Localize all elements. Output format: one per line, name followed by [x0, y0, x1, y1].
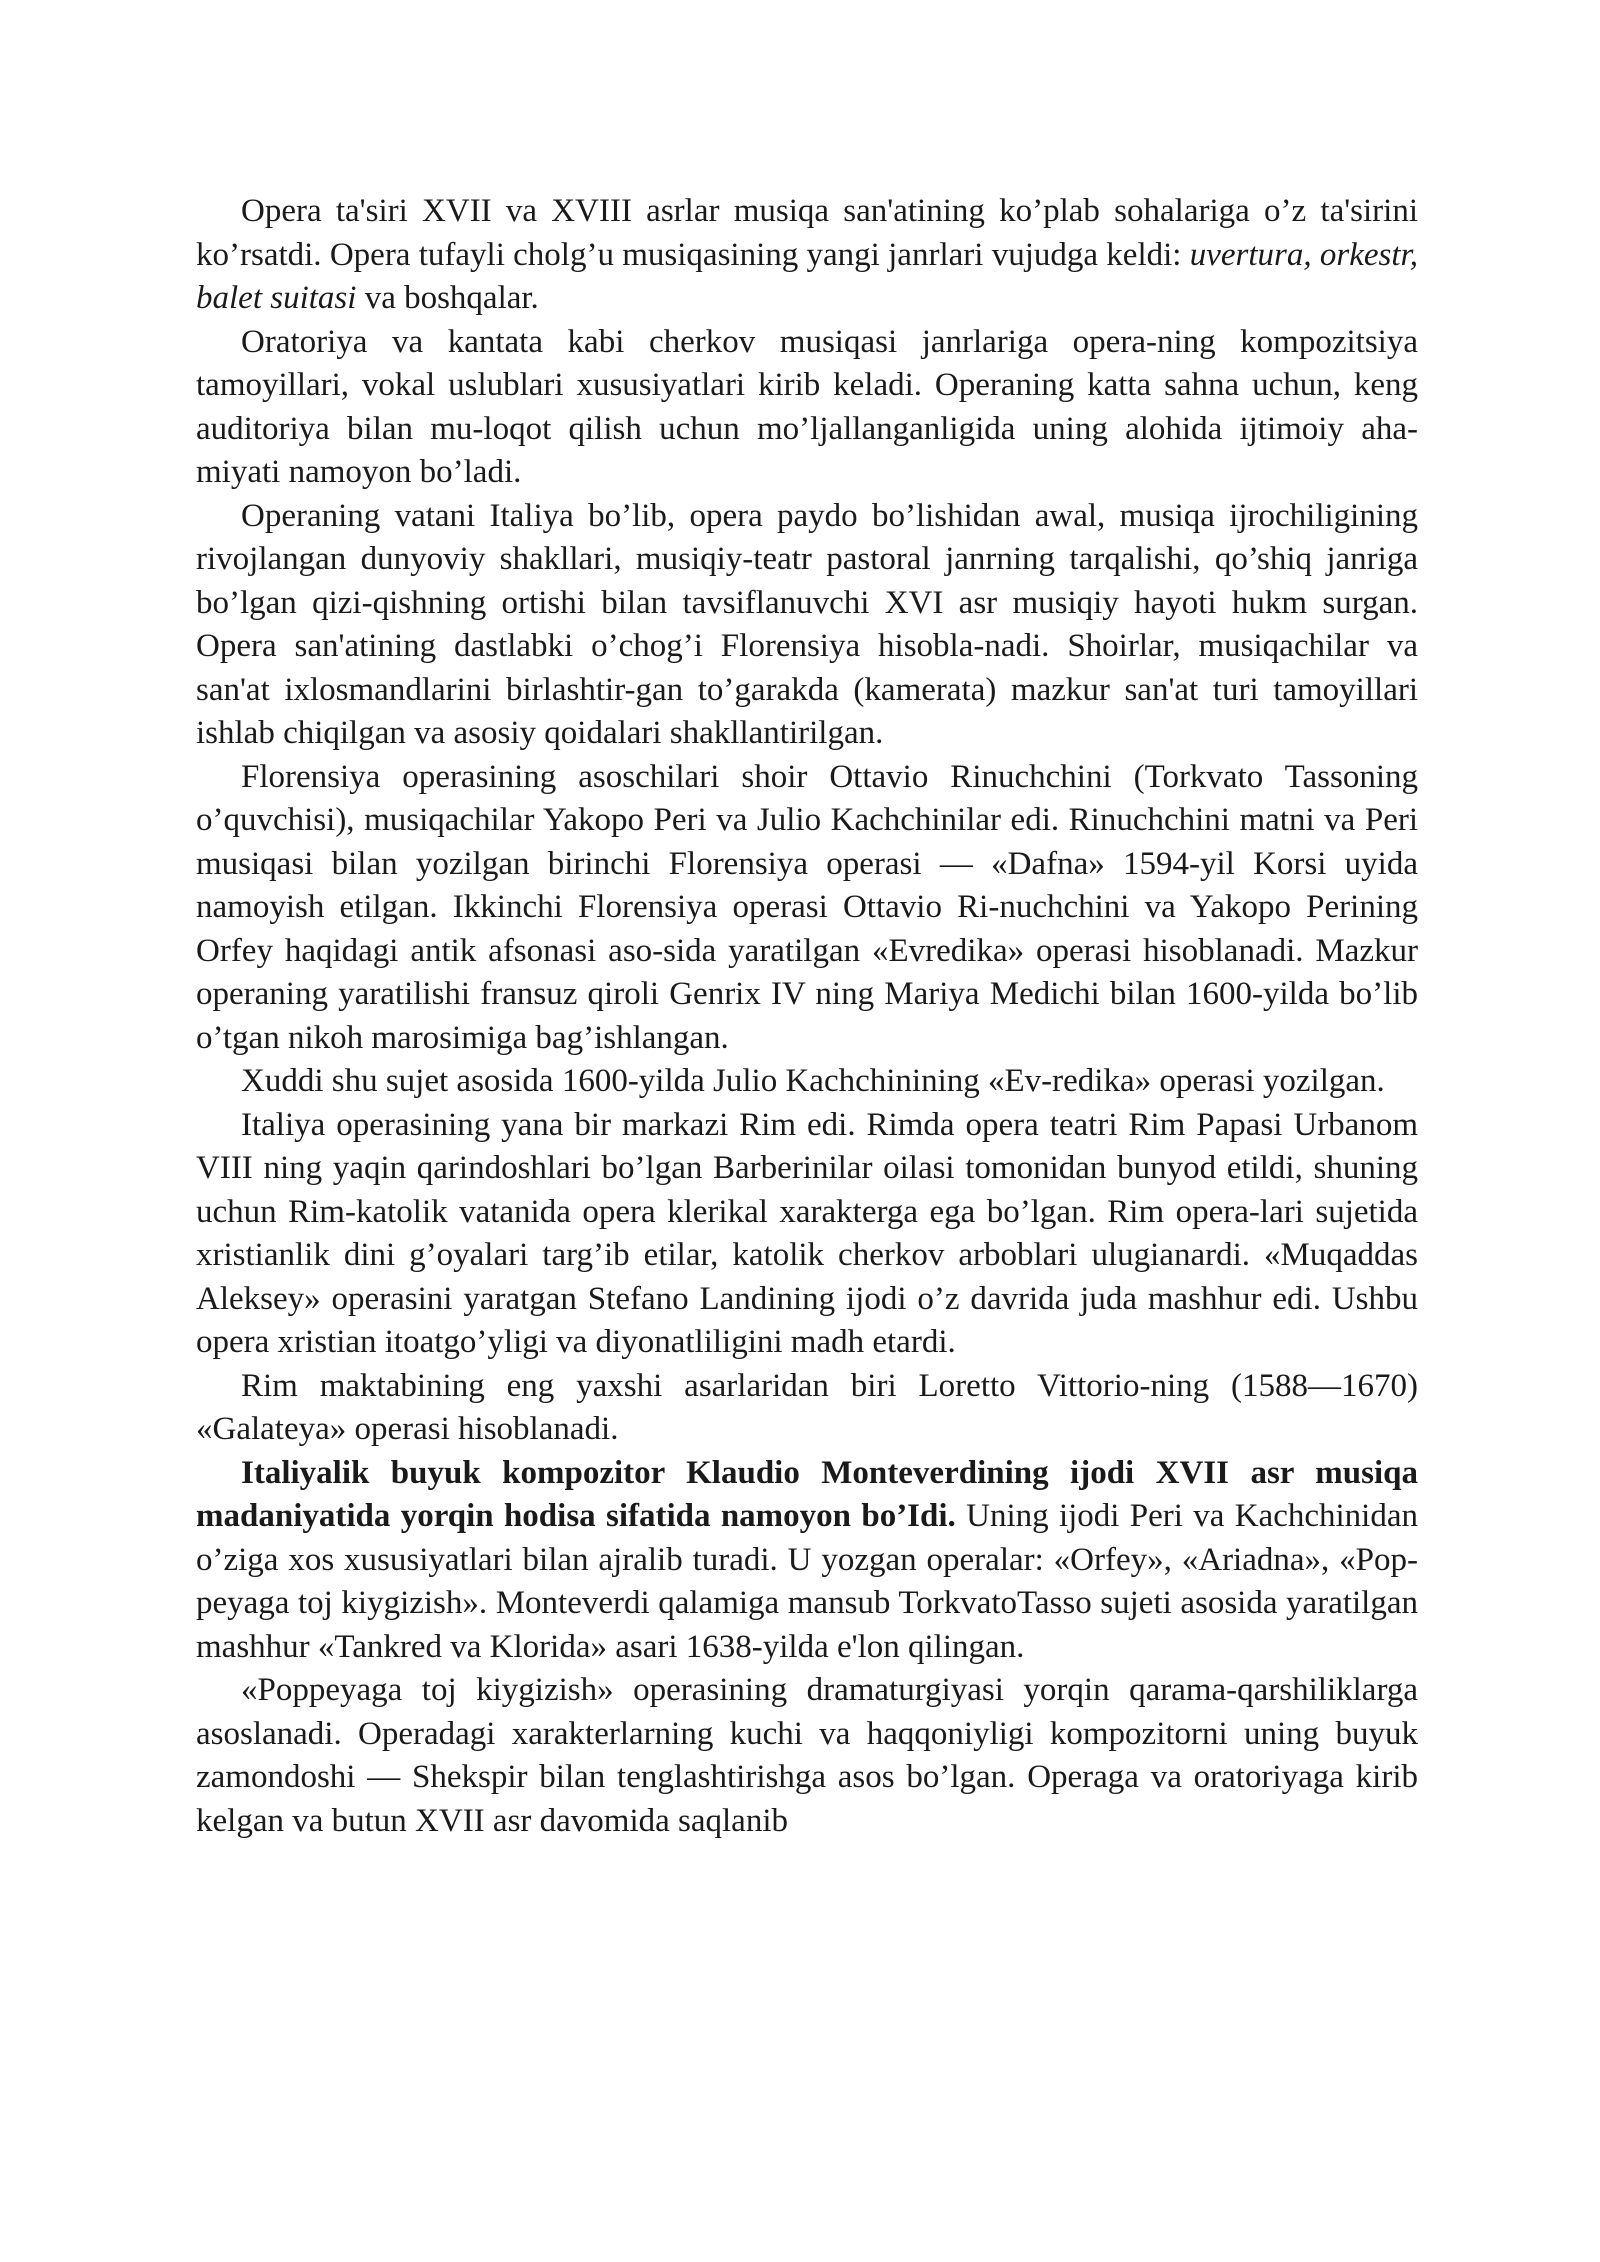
- paragraph-3: Operaning vatani Italiya bo’lib, opera paydo bo’lishidan awal, musiqa ijrochiligining rivojlangan dunyoviy shakllari, musiqiy-teatr pastoral janrning tarqalishi, qo’shiq janriga bo’lgan qizi-qishning ortishi bilan tavsiflanuvchi XVI asr musiqiy hayoti hukm surgan. Opera san'atining dastlabki o’chog’i Florensiya hisobla-nadi. Shoirlar, musiqachilar va san'at ixlosmandlarini birlashtir-gan to’garakda (kamerata) mazkur san'at turi tamoyillari ishlab chiqilgan va asosiy qoidalari shakllantirilgan.: [196, 497, 1418, 751]
- paragraph-1-text: Opera ta'siri XVII va XVIII asrlar musiqa san'atining ko’plab sohalariga o’z ta'sirini ko’rsatdi. Opera tufayli cholg’u musiqasining yangi janrlari vujudga keldi:: [196, 193, 1418, 273]
- document-page: [196, 190, 1418, 1843]
- paragraph-8: [196, 1452, 1418, 1670]
- paragraph-7: Rim maktabining eng yaxshi asarlaridan biri Loretto Vittorio-ning (1588—1670) «Galateya» operasi hisoblanadi.: [196, 1367, 1418, 1447]
- paragraph-9: «Poppeyaga toj kiygizish» operasining dramaturgiyasi yorqin qarama-qarshiliklarga asoslanadi. Operadagi xarakterlarning kuchi va haqqoniyligi kompozitorni uning buyuk zamondoshi — Shekspir bilan tenglashtirishga asos bo’lgan. Operaga va oratoriyaga kirib kelgan va butun XVII asr davomida saqlanib: [196, 1672, 1418, 1839]
- paragraph-8-tail: Uning ijodi Peri va Kachchinidan o’ziga xos xususiyatlari bilan ajralib turadi. U yozgan operalar: «Orfey», «Ariadna», «Pop-peyaga toj kiygizish». Monteverdi qalamiga mansub TorkvatoTasso sujeti asosida yaratilgan mashhur «Tankred va Klorida» asari 1638-yilda e'lon qilingan.: [196, 1498, 1418, 1665]
- paragraph-1: [196, 190, 1418, 321]
- paragraph-8-bold: Italiyalik buyuk kompozitor Klaudio Monteverdining ijodi XVII asr musiqa madaniyatida yorqin hodisa sifatida namoyon bo’Idi.: [196, 1454, 1418, 1534]
- paragraph-2: Oratoriya va kantata kabi cherkov musiqasi janrlariga opera-ning kompozitsiya tamoyillari, vokal uslublari xususiyatlari kirib keladi. Operaning katta sahna uchun, keng auditoriya bilan mu-loqot qilish uchun mo’ljallanganligida uning alohida ijtimoiy aha-miyati namoyon bo’ladi.: [196, 323, 1418, 490]
- paragraph-4: Florensiya operasining asoschilari shoir Ottavio Rinuchchini (Torkvato Tassoning o’quvchisi), musiqachilar Yakopo Peri va Julio Kachchinilar edi. Rinuchchini matni va Peri musiqasi bilan yozilgan birinchi Florensiya operasi — «Dafna» 1594-yil Korsi uyida namoyish etilgan. Ikkinchi Florensiya operasi Ottavio Ri-nuchchini va Yakopo Perining Orfey haqidagi antik afsonasi aso-sida yaratilgan «Evredika» operasi hisoblanadi. Mazkur operaning yaratilishi fransuz qiroli Genrix IV ning Mariya Medichi bilan 1600-yilda bo’lib o’tgan nikoh marosimiga bag’ishlangan.: [196, 758, 1418, 1056]
- paragraph-5: Xuddi shu sujet asosida 1600-yilda Julio Kachchinining «Ev-redika» operasi yozilgan.: [241, 1063, 1385, 1099]
- paragraph-6: Italiya operasining yana bir markazi Rim edi. Rimda opera teatri Rim Papasi Urbanom VIII ning yaqin qarindoshlari bo’lgan Barberinilar oilasi tomonidan bunyod etildi, shuning uchun Rim-katolik vatanida opera klerikal xarakterga ega bo’lgan. Rim opera-lari sujetida xristianlik dini g’oyalari targ’ib etilar, katolik cherkov arboblari ulugianardi. «Muqaddas Aleksey» operasini yaratgan Stefano Landining ijodi o’z davrida juda mashhur edi. Ushbu opera xristian itoatgo’yligi va diyonatliligini madh etardi.: [196, 1106, 1418, 1360]
- paragraph-1-italic: uvertura, orkestr, balet suitasi: [196, 236, 1418, 316]
- paragraph-1-tail: va boshqalar.: [356, 280, 539, 316]
